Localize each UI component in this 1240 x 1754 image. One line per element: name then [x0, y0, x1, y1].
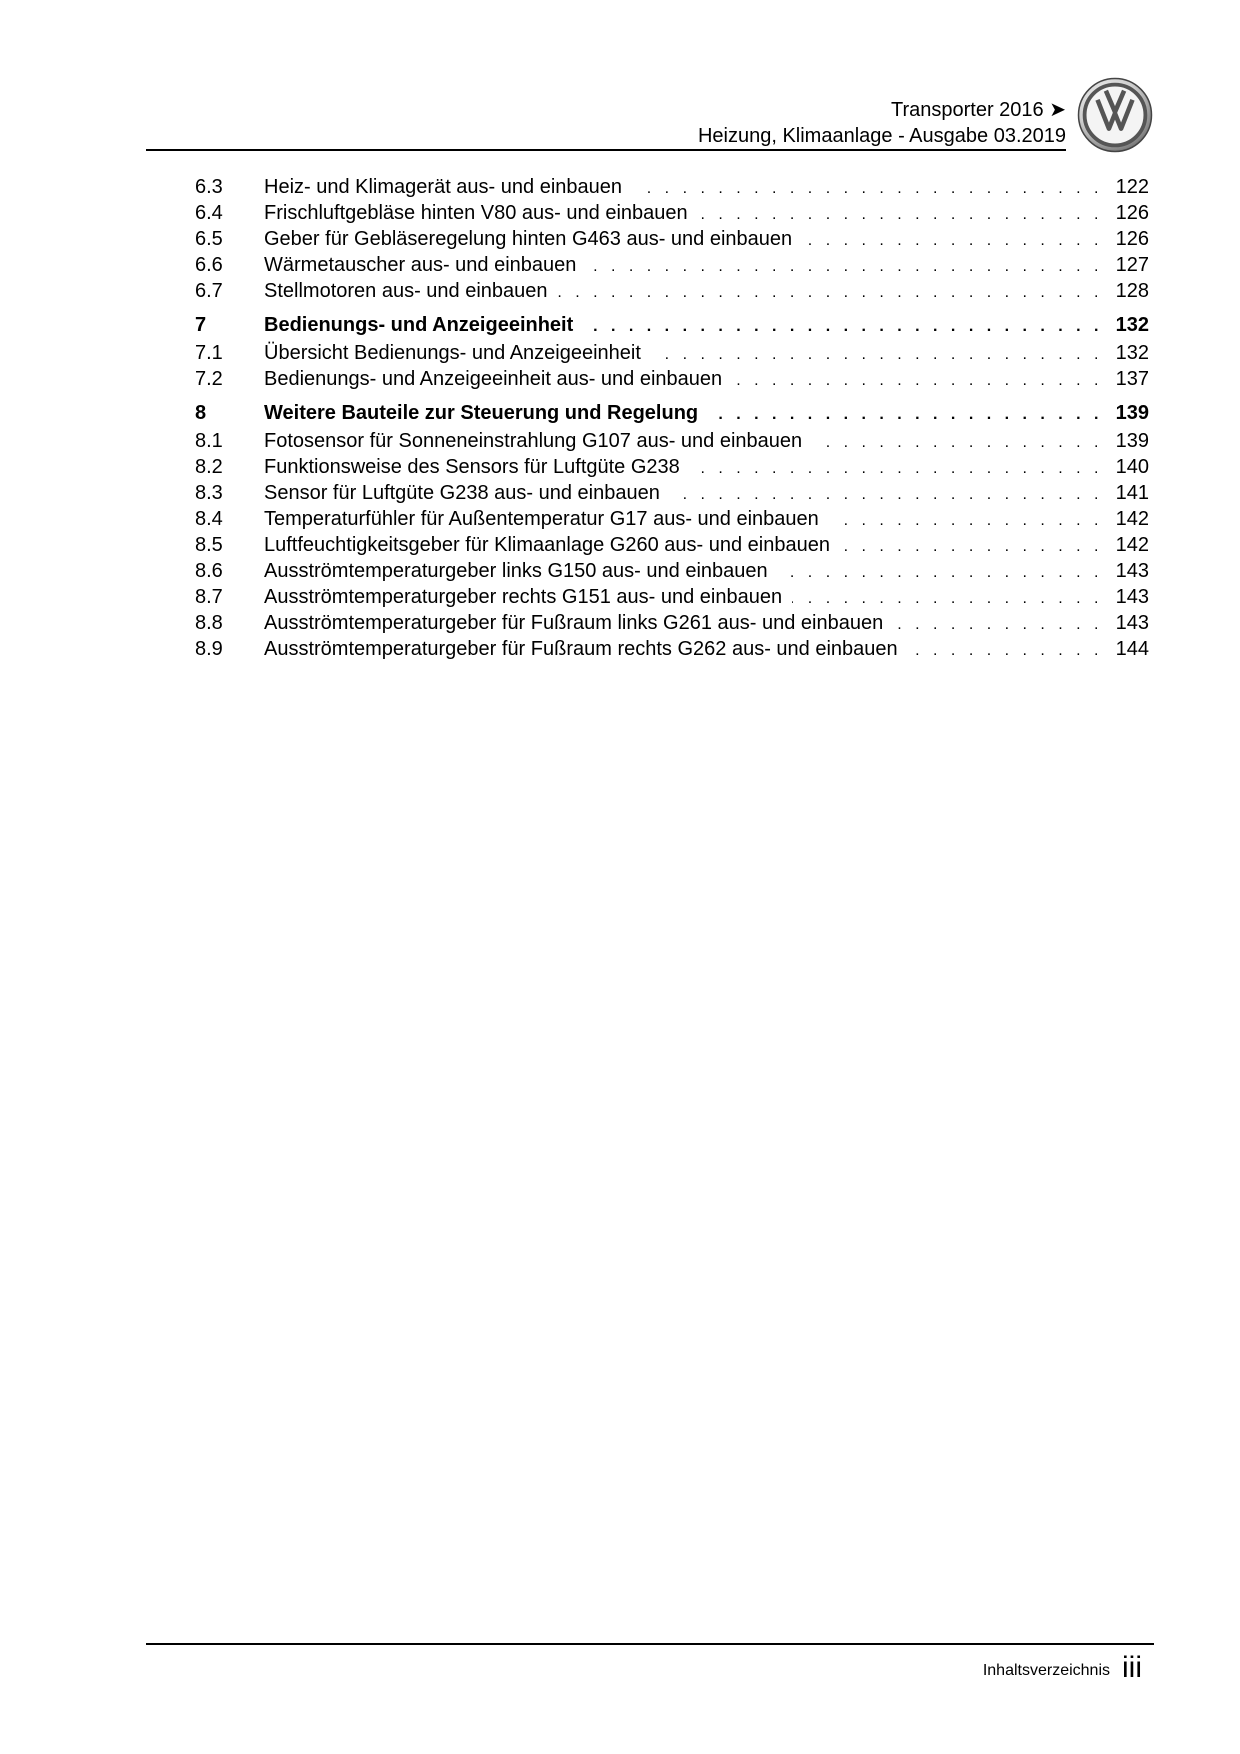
toc-dot-leader: [802, 228, 1103, 254]
toc-entry-number: 8: [195, 402, 207, 424]
toc-entry[interactable]: [195, 506, 1149, 532]
toc-entry-title: Ausströmtemperaturgeber für Fußraum rechts G262 aus- und einbauen: [264, 638, 898, 660]
toc-entry-title: Bedienungs- und Anzeigeeinheit aus- und einbauen: [264, 368, 723, 390]
toc-entry-page: 140: [1115, 456, 1149, 478]
toc-entry[interactable]: [195, 252, 1149, 278]
header-vehicle-title: Transporter 2016 ➤: [891, 99, 1066, 121]
toc-entry-title: Temperaturfühler für Außentemperatur G17 aus- und einbauen: [264, 508, 819, 530]
toc-entry[interactable]: [195, 480, 1149, 506]
toc-entry-title: Ausströmtemperaturgeber für Fußraum links G261 aus- und einbauen: [264, 612, 884, 634]
toc-entry-page: 139: [1115, 402, 1149, 424]
table-of-contents: [195, 174, 1149, 662]
toc-entry-title: Ausströmtemperaturgeber rechts G151 aus- und einbauen: [264, 586, 783, 608]
toc-entry-number: 7: [195, 314, 207, 336]
toc-dot-leader: [586, 254, 1103, 280]
toc-entry-page: 127: [1115, 254, 1149, 276]
toc-chapter-entry[interactable]: [195, 398, 1149, 428]
toc-entry-number: 8.3: [195, 482, 223, 504]
toc-entry-number: 7.2: [195, 368, 223, 390]
toc-dot-leader: [732, 368, 1103, 394]
toc-entry[interactable]: [195, 174, 1149, 200]
toc-entry[interactable]: [195, 340, 1149, 366]
footer-divider: [146, 1643, 1154, 1645]
toc-entry-page: 144: [1115, 638, 1149, 660]
toc-entry-title: Geber für Gebläseregelung hinten G463 aus- und einbauen: [264, 228, 793, 250]
toc-entry-title: Sensor für Luftgüte G238 aus- und einbauen: [264, 482, 660, 504]
toc-entry[interactable]: [195, 200, 1149, 226]
toc-entry[interactable]: [195, 226, 1149, 252]
toc-dot-leader: [840, 534, 1103, 560]
toc-entry-number: 8.6: [195, 560, 223, 582]
toc-entry-page: 122: [1115, 176, 1149, 198]
toc-entry-page: 139: [1115, 430, 1149, 452]
toc-entry-page: 142: [1115, 508, 1149, 530]
toc-entry[interactable]: [195, 584, 1149, 610]
toc-entry-number: 8.7: [195, 586, 223, 608]
toc-entry-title: Ausströmtemperaturgeber links G150 aus- und einbauen: [264, 560, 768, 582]
toc-dot-leader: [829, 508, 1103, 534]
toc-entry-title: Wärmetauscher aus- und einbauen: [264, 254, 577, 276]
toc-entry-number: 6.3: [195, 176, 223, 198]
toc-entry-number: 6.4: [195, 202, 223, 224]
toc-entry-page: 137: [1115, 368, 1149, 390]
toc-entry-number: 8.8: [195, 612, 223, 634]
toc-dot-leader: [812, 430, 1103, 456]
toc-entry-page: 128: [1115, 280, 1149, 302]
footer-page-number: iii: [1122, 1651, 1142, 1684]
toc-entry-number: 8.4: [195, 508, 223, 530]
toc-dot-leader: [708, 400, 1103, 430]
toc-entry[interactable]: [195, 278, 1149, 304]
toc-entry[interactable]: [195, 532, 1149, 558]
toc-chapter-entry[interactable]: [195, 310, 1149, 340]
toc-entry-title: Heiz- und Klimagerät aus- und einbauen: [264, 176, 622, 198]
toc-entry[interactable]: [195, 366, 1149, 392]
toc-entry-title: Stellmotoren aus- und einbauen: [264, 280, 548, 302]
toc-entry-number: 8.2: [195, 456, 223, 478]
vw-logo-icon: [1077, 77, 1153, 153]
toc-entry-page: 126: [1115, 202, 1149, 224]
toc-dot-leader: [558, 280, 1103, 306]
toc-entry-title: Fotosensor für Sonneneinstrahlung G107 aus- und einbauen: [264, 430, 803, 452]
toc-dot-leader: [651, 342, 1103, 368]
toc-entry-number: 8.9: [195, 638, 223, 660]
header-divider: [146, 149, 1066, 151]
toc-entry-number: 8.5: [195, 534, 223, 556]
toc-dot-leader: [908, 638, 1103, 664]
toc-entry[interactable]: [195, 454, 1149, 480]
toc-entry-page: 143: [1115, 612, 1149, 634]
toc-dot-leader: [670, 482, 1103, 508]
toc-entry-title: Bedienungs- und Anzeigeeinheit: [264, 314, 574, 336]
toc-entry-page: 132: [1115, 342, 1149, 364]
toc-entry-page: 142: [1115, 534, 1149, 556]
toc-entry-page: 132: [1115, 314, 1149, 336]
toc-entry-page: 143: [1115, 586, 1149, 608]
toc-entry-title: Übersicht Bedienungs- und Anzeigeeinheit: [264, 342, 641, 364]
toc-entry[interactable]: [195, 610, 1149, 636]
toc-entry-number: 6.7: [195, 280, 223, 302]
toc-dot-leader: [778, 560, 1103, 586]
header-manual-title: Heizung, Klimaanlage - Ausgabe 03.2019: [697, 125, 1066, 147]
toc-dot-leader: [583, 312, 1103, 342]
toc-entry-page: 141: [1115, 482, 1149, 504]
toc-entry-page: 143: [1115, 560, 1149, 582]
toc-entry-number: 8.1: [195, 430, 223, 452]
toc-dot-leader: [698, 202, 1103, 228]
toc-dot-leader: [792, 586, 1103, 612]
toc-entry-title: Weitere Bauteile zur Steuerung und Regelung: [264, 402, 699, 424]
toc-entry-title: Funktionsweise des Sensors für Luftgüte G238: [264, 456, 680, 478]
toc-dot-leader: [632, 176, 1103, 202]
toc-entry[interactable]: [195, 428, 1149, 454]
toc-entry[interactable]: [195, 636, 1149, 662]
toc-entry-title: Frischluftgebläse hinten V80 aus- und einbauen: [264, 202, 688, 224]
toc-entry-number: 7.1: [195, 342, 223, 364]
toc-dot-leader: [690, 456, 1103, 482]
toc-dot-leader: [893, 612, 1103, 638]
footer-section-label: Inhaltsverzeichnis: [982, 1662, 1110, 1679]
toc-entry[interactable]: [195, 558, 1149, 584]
toc-entry-number: 6.5: [195, 228, 223, 250]
toc-entry-number: 6.6: [195, 254, 223, 276]
toc-entry-page: 126: [1115, 228, 1149, 250]
toc-entry-title: Luftfeuchtigkeitsgeber für Klimaanlage G260 aus- und einbauen: [264, 534, 830, 556]
